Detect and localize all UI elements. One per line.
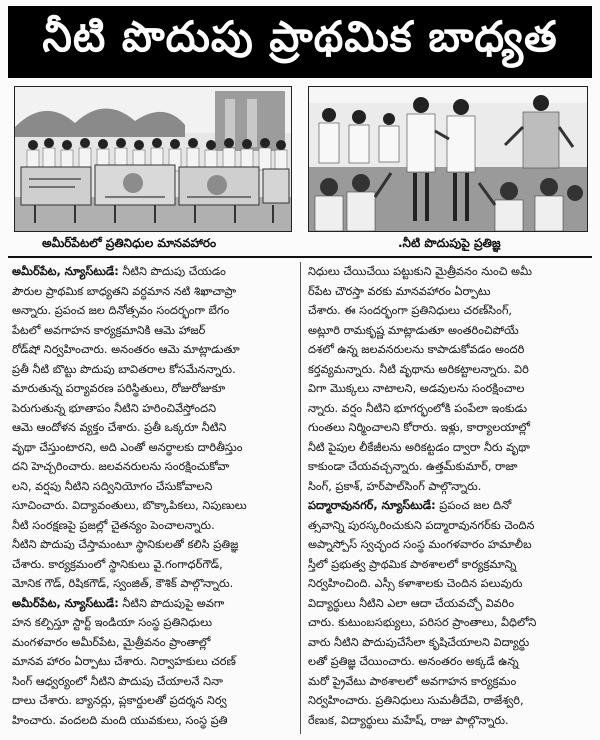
- article-text: అప్నాస్పోస్ స్వచ్ఛంద సంస్థ మంగళవారం హమాలీబ: [308, 538, 532, 551]
- article-line: [12, 633, 294, 653]
- article-line: [308, 691, 590, 711]
- article-line: [308, 340, 590, 360]
- article-line: [308, 594, 590, 614]
- article-text: మంగళవారం అమీర్‌పేట, మైత్రీవనం ప్రాంతాల్లో: [12, 635, 211, 649]
- article-line: [12, 711, 294, 731]
- article-line: [12, 282, 294, 302]
- article-line: [12, 321, 294, 341]
- article-line: [308, 535, 590, 555]
- article-text: నీటిని పొదుపు చేయడం: [118, 265, 226, 278]
- article-line: [308, 438, 590, 458]
- article-text: లతో ప్రతిజ్ఞ చేయించారు. అనంతరం అక్కడే ఉన్న: [308, 655, 519, 668]
- article-text: హించారు. వందలది మంది యువకులు, సంస్థ ప్రతి: [12, 713, 228, 727]
- article-text: అట్లూరి రామకృష్ణ మాట్లాడుతూ అంతరించిపోయే: [308, 323, 519, 337]
- article-text: విద్యార్థులు నీటిని ఎలా ఆదా చేయవచ్చో వివరిం: [308, 596, 515, 610]
- article-line: [308, 477, 590, 497]
- headline-banner: [8, 6, 592, 78]
- headline-text: నీటి పొదుపు ప్రాథమిక బాధ్యత: [42, 12, 558, 61]
- article-text: సింగ్ ఆధ్వర్యంలో నీటిని పొదుపు చేయాలనే నినా: [12, 674, 223, 688]
- dateline: అమీర్‌పేట, న్యూస్‌టుడే:: [12, 596, 119, 610]
- article-line: [12, 691, 294, 711]
- article-text: ప్రతీ నీటి బొట్టు పొదుపు బావితరాల కోసమేనన్నారు.: [12, 362, 236, 376]
- article-text: పెరుగుతున్న భూతాపం నీటిని హరించివేస్తోందని: [12, 401, 217, 415]
- article-text: నిర్వహించింది. ఎస్సీ కళాశాలకు చెందిన పలువురు: [308, 577, 523, 590]
- article-line: [308, 301, 590, 321]
- article-text: సూచించారు. విద్యావంతులు, బొక్కాపికలు, నిపుణులు: [12, 499, 247, 512]
- article-line: [12, 477, 294, 497]
- article-text: రేణుక, విద్యార్థులు మహేష్, రాజు పాల్గొన్నారు.: [308, 713, 509, 727]
- article-line: [12, 555, 294, 575]
- article-text: వృథా చేస్తుంటారని, అది ఎంతో అనర్థాలకు దారితీస్తుం: [12, 440, 243, 454]
- article-text: మానవ హారం ఏర్పాటు చేశారు. నిర్వాహకులు చరణ్: [12, 655, 236, 668]
- article-text: న్నారు. వర్షం నీటిని భూగర్భంలోకి పంపేలా ఇంకుడు: [308, 401, 528, 415]
- article-text: ర్‌పేట చౌరస్తా వరకు మానవహారం ఏర్పాటు: [308, 284, 491, 298]
- article-text: దశలో ఉన్న జలవనరులను కాపాడుకోవడం అందరి: [308, 343, 525, 356]
- article-text: పేటలో అవగాహన కార్యక్రమానికి ఆమె హాజర్: [12, 323, 206, 337]
- article-line: [308, 555, 590, 575]
- column-divider: [300, 262, 301, 734]
- article-text: త్సవాన్ని పురస్కరించుకుని పద్మారావునగర్‌కు చెందిన: [308, 518, 535, 532]
- article-text: మోనిక గౌడ్, రిషికగౌడ్, స్వంజిత్, కౌశిక్ పాల్గొన్నారు.: [12, 577, 234, 590]
- article-text: దని హెచ్చరించారు. జలవనరులను సంరక్షించుకోవా: [12, 460, 230, 473]
- article-text: నిర్వహించారు. ప్రతినిధులు సుమతీదేవి, రాజేశ్వరి,: [308, 694, 524, 707]
- article-text: హన కల్పిస్తూ స్టార్ట్ ఇండియా సంస్థ ప్రతినిధులు: [12, 616, 213, 629]
- article-line: [308, 516, 590, 536]
- article-line: [308, 360, 590, 380]
- dateline: అమీర్‌పేట, న్యూస్‌టుడే:: [12, 265, 119, 278]
- article-line: [12, 418, 294, 438]
- photo-human-chain: [14, 86, 292, 232]
- article-line: [12, 496, 294, 516]
- article-line: [12, 516, 294, 536]
- article-text: చేశారు. ఈ సందర్భంగా ప్రతినిధులు చరణ్‌సింగ్,: [308, 304, 512, 317]
- divider-rule: [8, 256, 592, 258]
- article-text: కాకుండా చేయవచ్చన్నారు. ఉత్తమ్‌కుమార్, రాజా: [308, 460, 518, 473]
- article-text: చారు. కుటుంబసభ్యులు, పరిసర ప్రాంతాలు, వీధిలోని: [308, 616, 537, 629]
- article-line: [308, 633, 590, 653]
- article-line: [308, 613, 590, 633]
- article-line: [12, 340, 294, 360]
- article-text: లని, వర్షపు నీటిని సద్వినియోగం చేసుకోవాలని: [12, 479, 213, 493]
- article-line: [12, 574, 294, 594]
- article-line: [12, 672, 294, 692]
- article-text: విగా మొక్కలు నాటాలని, అడవులను సంరక్షించాల: [308, 382, 525, 395]
- article-text: నీటిని పొదుపుపై అవగా: [118, 596, 225, 610]
- article-line: [12, 457, 294, 477]
- article-text: వారు నీటిని పొదుపుచేసేలా కృషిచేయాలని విద్యార్థు: [308, 635, 530, 649]
- article-text: నీటిని పొదుపు చేస్తామంటూ స్థానికులతో కలిసి ప్రతిజ్ఞ: [12, 538, 239, 551]
- article-line: [12, 652, 294, 672]
- dateline: పద్మారావునగర్, న్యూస్‌టుడే:: [308, 499, 436, 512]
- article-line: [12, 535, 294, 555]
- article-line: [308, 496, 590, 516]
- photo-caption-left: అమీర్‌పేటలో ప్రతినిధుల మానవహారం: [42, 236, 217, 250]
- article-line: [12, 438, 294, 458]
- article-line: [308, 457, 590, 477]
- article-line: [308, 652, 590, 672]
- article-text: చేశారు. కార్యక్రమంలో స్థానికులు వై.గంగాధర్‌గౌడ్,: [12, 557, 223, 571]
- article-line: [308, 262, 590, 282]
- article-text: స్తీలో ప్రభుత్వ ప్రాథమిక పాఠశాలలో కార్యక్రమాన్ని: [308, 557, 517, 571]
- article-text: అన్నారు. ప్రపంచ జల దినోత్సవం సందర్భంగా బేగం: [12, 304, 230, 317]
- article-line: [12, 262, 294, 282]
- article-line: [308, 399, 590, 419]
- article-text: గుంతలు నిర్మించాలని కోరారు. ఇళ్లు, కార్యాలయాల్లో: [308, 421, 531, 434]
- photo-water-pledge: [308, 86, 588, 232]
- article-text: దాలు చేశారు. బ్యానర్లు, ప్లకార్డులతో ప్రదర్శన నిర్వ: [12, 694, 227, 707]
- photo-caption-right: .నీటి పొదుపుపై ప్రతిజ్ఞ: [398, 236, 501, 250]
- article-text: నిధులు చేయిచేయి పట్టుకుని మైత్రీవనం నుంచి అమీ: [308, 265, 533, 278]
- article-text: రోడ్‌షో నిర్వహించారు. అనంతరం ఆమె మాట్లాడుతూ: [12, 343, 240, 356]
- article-text: పౌరుల ప్రాథమిక బాధ్యతని వర్ధమాన నటి శిఖాచాప్రా: [12, 284, 237, 298]
- article-line: [12, 379, 294, 399]
- article-text: కర్తవ్యమన్నారు. నీటి వృథాను అరికట్టాలన్నారు. విరి: [308, 362, 529, 376]
- article-text: సింగ్, ప్రకాశ్, హర్‌పాల్‌సింగ్ పాల్గొన్నారు.: [308, 479, 482, 493]
- article-text: నీటి సంరక్షణపై ప్రజల్లో చైతన్యం పెంచాలన్నారు.: [12, 518, 215, 532]
- article-line: [308, 379, 590, 399]
- article-text: ఆమె ఆందోళన వ్యక్తం చేశారు. ప్రతీ ఒక్కరూ నీటిని: [12, 421, 227, 434]
- article-text: ప్రపంచ జల దినో: [435, 499, 512, 512]
- article-line: [308, 321, 590, 341]
- article-line: [12, 360, 294, 380]
- human-chain-photo-drawing: [15, 87, 291, 231]
- article-column-right: [308, 262, 590, 730]
- water-pledge-photo-drawing: [309, 87, 587, 231]
- article-line: [308, 418, 590, 438]
- article-line: [308, 282, 590, 302]
- article-column-left: [12, 262, 294, 730]
- article-line: [308, 711, 590, 731]
- article-line: [308, 672, 590, 692]
- article-text: నీటి పైపుల లీకేజీలను అరికట్టడం ద్వారా నీరు వృథా: [308, 440, 530, 454]
- article-line: [12, 594, 294, 614]
- article-line: [12, 613, 294, 633]
- article-line: [308, 574, 590, 594]
- article-text: మరో ప్రైవేటు పాఠశాలలో అవగాహన కార్యక్రమం: [308, 674, 517, 688]
- article-line: [12, 301, 294, 321]
- article-line: [12, 399, 294, 419]
- article-text: మారుతున్న పర్యావరణ పరిస్థితులు, రోజురోజుకూ: [12, 382, 226, 395]
